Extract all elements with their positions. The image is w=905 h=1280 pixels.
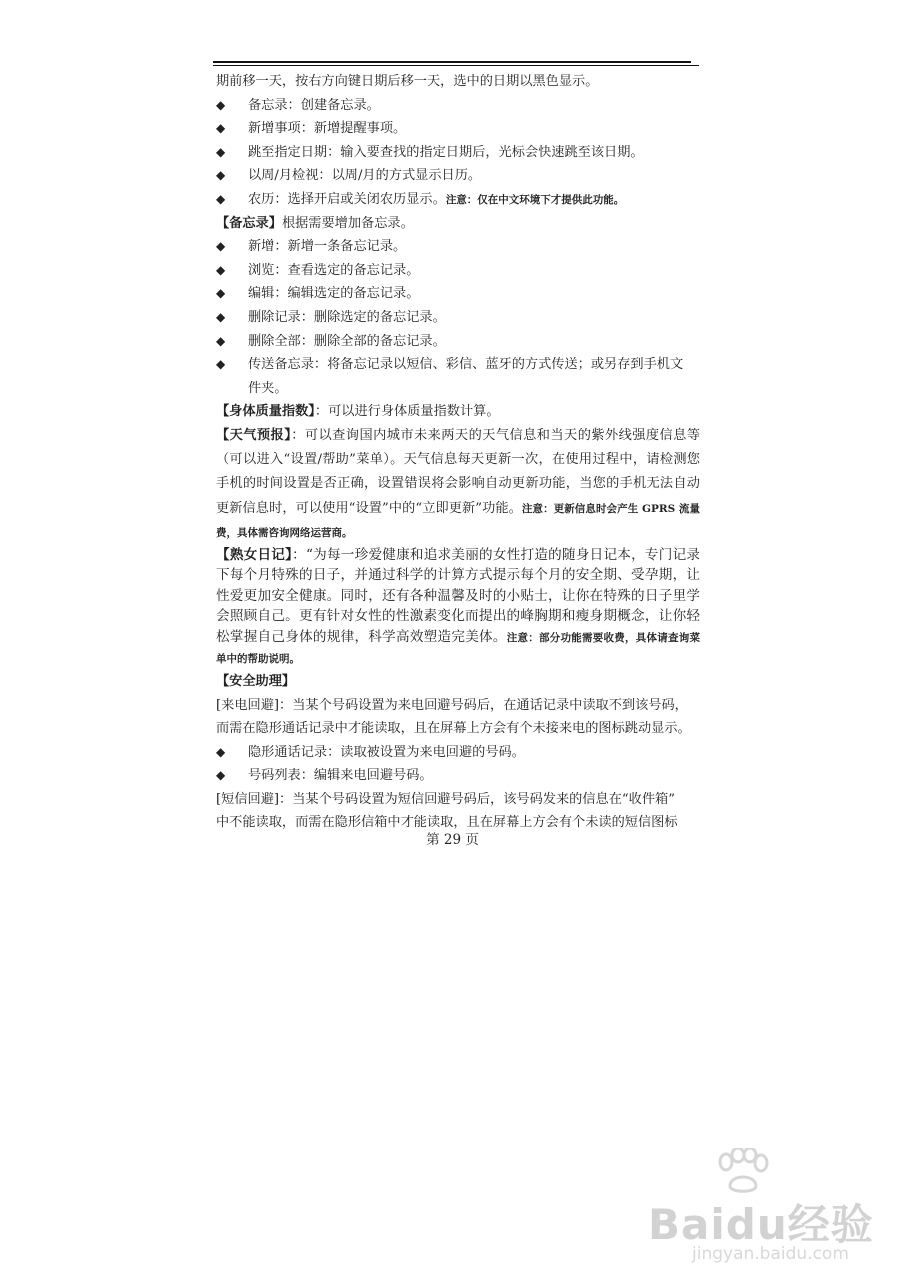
bullet-icon: ◆: [216, 239, 226, 254]
bullet-icon: ◆: [216, 333, 226, 348]
note-text: 注意：更新信息时会产生 GPRS 流量费，具体需咨询网络运营商。: [216, 502, 701, 539]
watermark-brand: Baidu经验: [648, 1200, 874, 1249]
section-weather: 【天气预报】：可以查询国内城市未来两天的天气信息和当天的紫外线强度信息等（可以进入“设置/帮助”菜单）。天气信息每天更新一次，在使用过程中，请检测您手机的时间设置是否正确，设置错误将会影响自动更新功能，当您的手机无法自动更新信息时，可以使用“设置”中的“立即更新”功能。注意：更新信息时会产生 GPRS 流量费，具体需咨询网络运营商。: [216, 427, 701, 539]
list-item: ◆ 跳至指定日期：输入要查找的指定日期后，光标会快速跳至该日期。: [216, 141, 700, 165]
section-title: 【安全助理】: [216, 673, 296, 689]
list-item: ◆ 编辑：编辑选定的备忘记录。: [216, 282, 700, 306]
section-title: 【天气预报】: [216, 427, 292, 443]
section-memo: 【备忘录】根据需要增加备忘录。: [216, 215, 414, 231]
bullet-icon: ◆: [216, 357, 226, 372]
list-item: ◆ 删除全部：删除全部的备忘记录。: [216, 330, 700, 354]
paw-icon: [716, 1148, 770, 1194]
section-title: 【身体质量指数】: [216, 404, 315, 420]
bullet-icon: ◆: [216, 744, 226, 759]
list-item: ◆ 号码列表：编辑来电回避号码。: [216, 764, 700, 788]
list-item: ◆ 传送备忘录：将备忘记录以短信、彩信、蓝牙的方式传送；或另存到手机文: [216, 353, 700, 377]
bullet-icon: ◆: [216, 262, 226, 277]
note-text: 注意：部分功能需要收费，具体请查询菜单中的帮助说明。: [216, 631, 700, 666]
list-item: ◆ 以周/月检视：以周/月的方式显示日历。: [216, 164, 700, 188]
list-item: ◆ 删除记录：删除选定的备忘记录。: [216, 306, 700, 330]
section-title: 【熟女日记】: [216, 546, 293, 563]
text-line: 件夹。: [248, 380, 288, 396]
bullet-icon: ◆: [216, 168, 226, 183]
bullet-icon: ◆: [216, 191, 226, 206]
bullet-icon: ◆: [216, 768, 226, 783]
section-title: 【备忘录】: [216, 215, 282, 231]
bullet-icon: ◆: [216, 309, 226, 324]
list-item: ◆ 农历：选择开启或关闭农历显示。注意：仅在中文环境下才提供此功能。: [216, 188, 700, 212]
list-item: ◆ 新增事项：新增提醒事项。: [216, 117, 700, 141]
bullet-icon: ◆: [216, 144, 226, 159]
header-rule-thick: [213, 61, 691, 63]
text-line: 而需在隐形通话记录中才能读取，且在屏幕上方会有个未接来电的图标跳动显示。: [216, 721, 691, 737]
note-text: 注意：仅在中文环境下才提供此功能。: [445, 193, 625, 206]
header-rule-thin: [213, 65, 699, 66]
list-item: ◆ 隐形通话记录：读取被设置为来电回避的号码。: [216, 741, 700, 765]
baidu-watermark: [648, 1148, 888, 1278]
bullet-icon: ◆: [216, 286, 226, 301]
text-line: [短信回避]：当某个号码设置为短信回避号码后，该号码发来的信息在“收件箱”: [216, 791, 675, 807]
section-diary: 【熟女日记】：“为每一珍爱健康和追求美丽的女性打造的随身日记本，专门记录下每个月特殊的日子，并通过科学的计算方式提示每个月的安全期、受孕期，让性爱更加安全健康。同时，还有各种温馨及时的小贴士，让你在特殊的日子里学会照顾自己。更有针对女性的性激素变化而提出的峰胸期和瘦身期概念，让你轻松掌握自己身体的规律，科学高效塑造完美体。注意：部分功能需要收费，具体请查询菜单中的帮助说明。: [216, 546, 701, 666]
list-item: ◆ 备忘录：创建备忘录。: [216, 94, 700, 118]
bullet-icon: ◆: [216, 97, 226, 112]
watermark-url: jingyan.baidu.com: [692, 1244, 849, 1264]
text-line: 期前移一天，按右方向键日期后移一天，选中的日期以黑色显示。: [216, 74, 599, 89]
document-body: [216, 70, 700, 835]
list-item: ◆ 浏览：查看选定的备忘记录。: [216, 259, 700, 283]
bullet-icon: ◆: [216, 121, 226, 136]
list-item: ◆ 新增：新增一条备忘记录。: [216, 235, 700, 259]
page-number: 第 29 页: [426, 832, 479, 848]
text-line: 中不能读取，而需在隐形信箱中才能读取，且在屏幕上方会有个未读的短信图标: [216, 815, 678, 831]
text-line: [来电回避]：当某个号码设置为来电回避号码后，在通话记录中读取不到该号码，: [216, 697, 688, 713]
section-bmi: 【身体质量指数】：可以进行身体质量指数计算。: [216, 404, 500, 420]
